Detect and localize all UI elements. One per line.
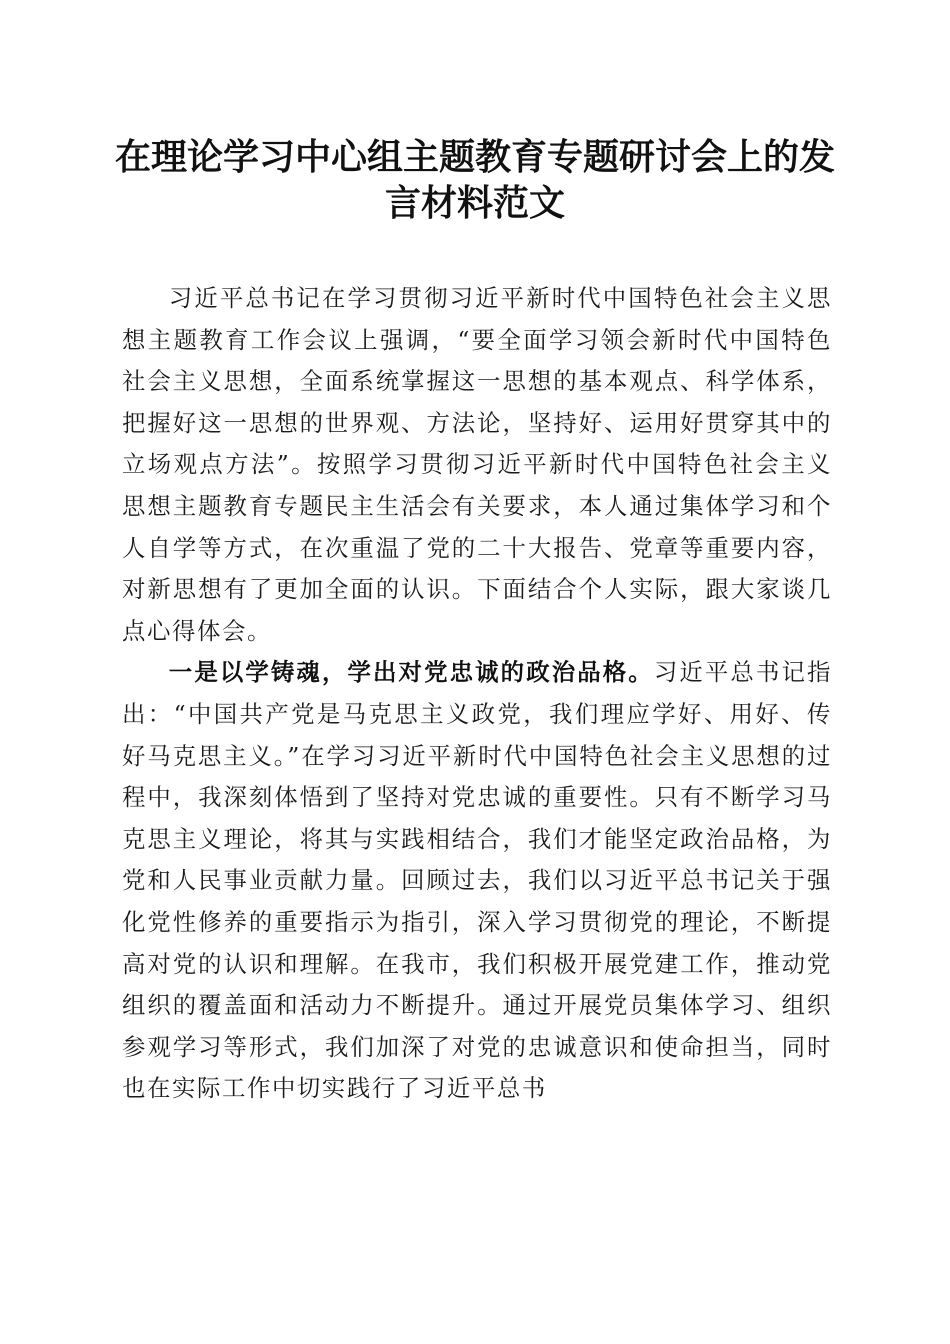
paragraph-text: 习近平总书记在学习贯彻习近平新时代中国特色社会主义思想主题教育工作会议上强调，“要全面学习领会新时代中国特色社会主义思想，全面系统掌握这一思想的基本观点、科学体系，把握好这一思想的世界观、方法论，坚持好、运用好贯穿其中的立场观点方法”。按照学习贯彻习近平新时代中国特色社会主义思想主题教育专题民主生活会有关要求，本人通过集体学习和个人自学等方式，在次重温了党的二十大报告、党章等重要内容，对新思想有了更加全面的认识。下面结合个人实际，跟大家谈几点心得体会。 [122, 284, 832, 645]
paragraph-text: 习近平总书记指出：“中国共产党是马克思主义政党，我们理应学好、用好、传好马克思主义。”在学习习近平新时代中国特色社会主义思想的过程中，我深刻体悟到了坚持对党忠诚的重要性。只有不断学习马克思主义理论，将其与实践相结合，我们才能坚定政治品格，为党和人民事业贡献力量。回顾过去，我们以习近平总书记关于强化党性修养的重要指示为指引，深入学习贯彻党的理论，不断提高对党的认识和理解。在我市，我们积极开展党建工作，推动党组织的覆盖面和活动力不断提升。通过开展党员集体学习、组织参观学习等形式，我们加深了对党的忠诚意识和使命担当，同时也在实际工作中切实践行了习近平总书 [122, 658, 833, 1103]
paragraph-lead: 一是以学铸魂，学出对党忠诚的政治品格。 [168, 658, 654, 687]
document-title: 在理论学习中心组主题教育专题研讨会上的发言材料范文 [114, 136, 835, 224]
paragraph-point-one [122, 652, 832, 1110]
document-body [122, 278, 832, 1110]
paragraph-intro [122, 278, 832, 652]
